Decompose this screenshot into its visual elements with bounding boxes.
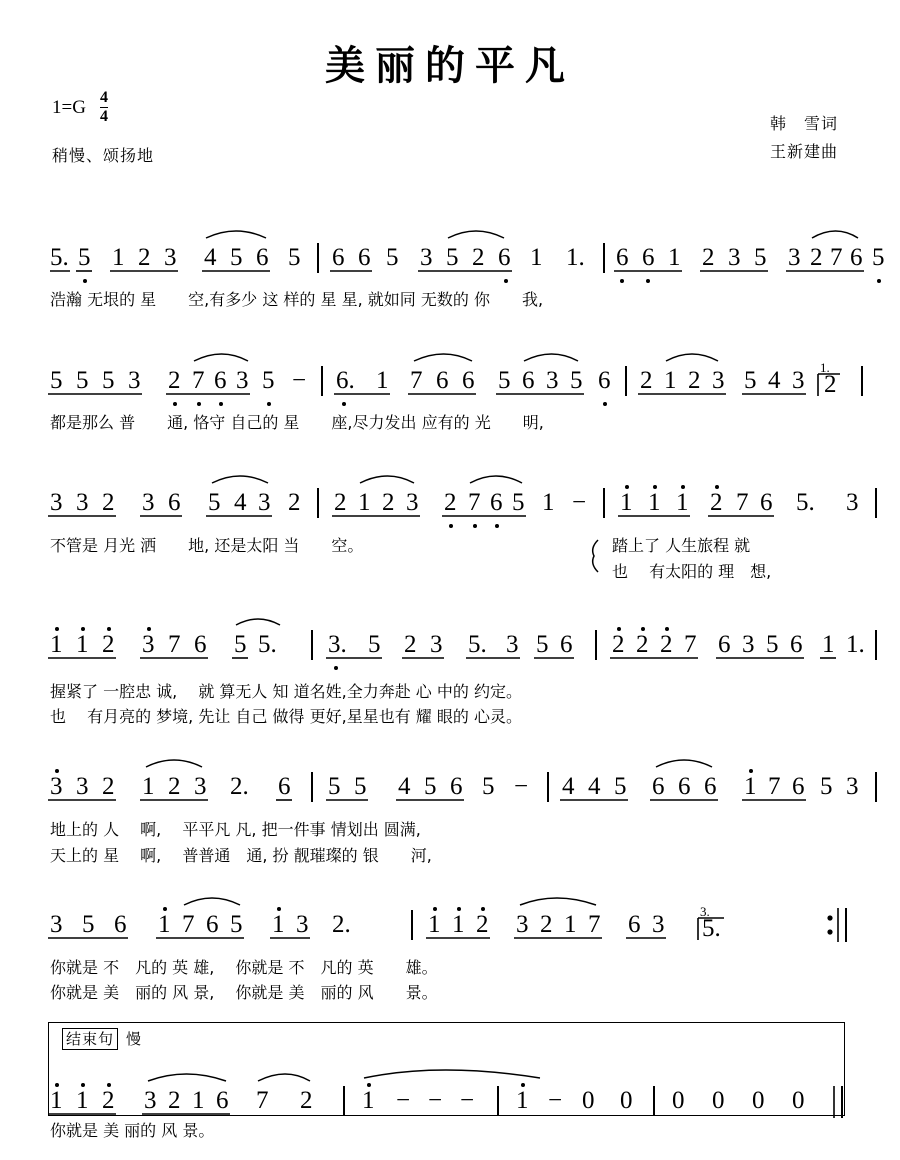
svg-text:6: 6 bbox=[450, 773, 463, 800]
svg-text:5: 5 bbox=[230, 244, 243, 271]
svg-text:2: 2 bbox=[640, 367, 653, 394]
svg-text:5: 5 bbox=[50, 367, 63, 394]
svg-text:0: 0 bbox=[752, 1087, 765, 1114]
svg-text:7: 7 bbox=[736, 489, 749, 516]
svg-text:6: 6 bbox=[216, 1087, 229, 1114]
svg-text:5: 5 bbox=[76, 367, 89, 394]
svg-text:7: 7 bbox=[192, 367, 205, 394]
credits bbox=[770, 110, 838, 166]
svg-text:1: 1 bbox=[822, 631, 835, 658]
svg-text:5: 5 bbox=[328, 773, 341, 800]
lyric-line-3: 不管是 月光 洒 地, 还是太阳 当 空。 bbox=[50, 536, 364, 555]
svg-text:2: 2 bbox=[288, 489, 301, 516]
key-signature bbox=[52, 90, 108, 125]
svg-text:7: 7 bbox=[168, 631, 181, 658]
svg-text:3: 3 bbox=[846, 489, 859, 516]
svg-text:−: − bbox=[428, 1087, 443, 1114]
coda-label-box: 结束句 bbox=[62, 1028, 118, 1050]
svg-text:3: 3 bbox=[258, 489, 271, 516]
svg-text:1: 1 bbox=[50, 631, 63, 658]
svg-text:1: 1 bbox=[564, 911, 577, 938]
lyric-line-4: 握紧了 一腔忠 诚, 就 算无人 知 道名姓,全力奔赴 心 中的 约定。 bbox=[50, 682, 522, 701]
svg-text:5.: 5. bbox=[258, 631, 277, 658]
svg-text:0: 0 bbox=[672, 1087, 685, 1114]
svg-text:1: 1 bbox=[620, 489, 633, 516]
svg-text:2: 2 bbox=[382, 489, 395, 516]
svg-text:6: 6 bbox=[850, 244, 863, 271]
svg-text:5: 5 bbox=[872, 244, 885, 271]
svg-text:2: 2 bbox=[138, 244, 151, 271]
svg-text:3: 3 bbox=[728, 244, 741, 271]
svg-text:2: 2 bbox=[168, 367, 181, 394]
svg-text:2: 2 bbox=[688, 367, 701, 394]
lyric-line-4b: 也 有月亮的 梦境, 先让 自己 做得 更好,星星也有 耀 眼的 心灵。 bbox=[50, 707, 522, 726]
svg-text:1: 1 bbox=[676, 489, 689, 516]
composer-credit: 王新建曲 bbox=[769, 142, 838, 161]
svg-text:1: 1 bbox=[664, 367, 677, 394]
lyric-line-5b: 天上的 星 啊, 普普通 通, 扮 靓璀璨的 银 河, bbox=[50, 846, 432, 865]
svg-text:2: 2 bbox=[476, 911, 489, 938]
lyric-line-6b: 你就是 美 丽的 风 景, 你就是 美 丽的 风 景。 bbox=[50, 983, 438, 1002]
svg-text:0: 0 bbox=[620, 1087, 633, 1114]
svg-text:7: 7 bbox=[468, 489, 481, 516]
svg-text:4: 4 bbox=[204, 244, 217, 271]
svg-text:2: 2 bbox=[168, 773, 181, 800]
time-signature bbox=[100, 90, 108, 125]
system-1 bbox=[50, 231, 885, 283]
lyric-line-3b: 踏上了 人生旅程 就 bbox=[612, 536, 751, 555]
svg-text:3: 3 bbox=[142, 631, 155, 658]
svg-text:6: 6 bbox=[616, 244, 629, 271]
svg-text:6: 6 bbox=[332, 244, 345, 271]
svg-text:2: 2 bbox=[660, 631, 673, 658]
svg-text:5: 5 bbox=[262, 367, 275, 394]
svg-text:5: 5 bbox=[368, 631, 381, 658]
svg-text:6: 6 bbox=[790, 631, 803, 658]
svg-text:6: 6 bbox=[718, 631, 731, 658]
svg-text:2: 2 bbox=[300, 1087, 313, 1114]
lyricist-credit: 韩 雪词 bbox=[769, 114, 838, 133]
svg-text:5: 5 bbox=[744, 367, 757, 394]
svg-text:1: 1 bbox=[142, 773, 155, 800]
svg-text:6: 6 bbox=[490, 489, 503, 516]
svg-text:4: 4 bbox=[588, 773, 601, 800]
svg-text:0: 0 bbox=[712, 1087, 725, 1114]
svg-text:2: 2 bbox=[472, 244, 485, 271]
svg-text:6: 6 bbox=[560, 631, 573, 658]
svg-text:5: 5 bbox=[78, 244, 91, 271]
svg-text:6: 6 bbox=[462, 367, 475, 394]
svg-text:1: 1 bbox=[744, 773, 757, 800]
svg-text:1: 1 bbox=[358, 489, 371, 516]
svg-text:5: 5 bbox=[512, 489, 525, 516]
svg-text:1: 1 bbox=[668, 244, 681, 271]
svg-text:3: 3 bbox=[50, 911, 63, 938]
svg-text:6: 6 bbox=[358, 244, 371, 271]
svg-text:0: 0 bbox=[582, 1087, 595, 1114]
svg-text:−: − bbox=[460, 1087, 475, 1114]
svg-text:5: 5 bbox=[820, 773, 833, 800]
svg-text:5: 5 bbox=[754, 244, 767, 271]
svg-text:−: − bbox=[548, 1087, 563, 1114]
svg-text:6: 6 bbox=[642, 244, 655, 271]
svg-text:5: 5 bbox=[614, 773, 627, 800]
svg-text:5: 5 bbox=[482, 773, 495, 800]
time-signature-numerator: 4 bbox=[99, 89, 108, 106]
svg-text:3: 3 bbox=[50, 489, 63, 516]
svg-text:5: 5 bbox=[288, 244, 301, 271]
svg-text:1: 1 bbox=[542, 489, 555, 516]
svg-text:3: 3 bbox=[144, 1087, 157, 1114]
system-4 bbox=[48, 619, 876, 670]
svg-text:3: 3 bbox=[420, 244, 433, 271]
svg-text:2: 2 bbox=[702, 244, 715, 271]
svg-text:5.: 5. bbox=[468, 631, 487, 658]
system-3 bbox=[48, 476, 876, 572]
svg-text:3: 3 bbox=[76, 773, 89, 800]
svg-text:3.: 3. bbox=[328, 631, 347, 658]
svg-text:6: 6 bbox=[206, 911, 219, 938]
svg-text:3: 3 bbox=[712, 367, 725, 394]
svg-text:2: 2 bbox=[404, 631, 417, 658]
system-6 bbox=[48, 898, 846, 942]
svg-text:6: 6 bbox=[704, 773, 717, 800]
svg-text:6: 6 bbox=[598, 367, 611, 394]
lyric-line-3c: 也 有太阳的 理 想, bbox=[612, 562, 772, 581]
svg-text:3: 3 bbox=[164, 244, 177, 271]
svg-text:3: 3 bbox=[846, 773, 859, 800]
coda-label bbox=[58, 1028, 146, 1049]
svg-text:−: − bbox=[572, 489, 587, 516]
svg-text:2: 2 bbox=[540, 911, 553, 938]
svg-text:3: 3 bbox=[652, 911, 665, 938]
svg-text:6: 6 bbox=[256, 244, 269, 271]
svg-text:6: 6 bbox=[628, 911, 641, 938]
svg-text:5: 5 bbox=[354, 773, 367, 800]
svg-text:7: 7 bbox=[410, 367, 423, 394]
svg-text:6: 6 bbox=[678, 773, 691, 800]
svg-text:0: 0 bbox=[792, 1087, 805, 1114]
svg-text:6: 6 bbox=[652, 773, 665, 800]
svg-text:3: 3 bbox=[76, 489, 89, 516]
lyric-line-coda: 你就是 美 丽的 风 景。 bbox=[50, 1121, 215, 1140]
svg-text:2: 2 bbox=[810, 244, 823, 271]
svg-text:7: 7 bbox=[768, 773, 781, 800]
svg-text:2: 2 bbox=[102, 489, 115, 516]
svg-text:3: 3 bbox=[792, 367, 805, 394]
svg-text:2: 2 bbox=[334, 489, 347, 516]
svg-text:2: 2 bbox=[102, 1087, 115, 1114]
svg-text:4: 4 bbox=[234, 489, 247, 516]
svg-text:1: 1 bbox=[648, 489, 661, 516]
svg-text:5: 5 bbox=[766, 631, 779, 658]
svg-text:2: 2 bbox=[168, 1087, 181, 1114]
svg-text:1: 1 bbox=[428, 911, 441, 938]
svg-text:6: 6 bbox=[194, 631, 207, 658]
svg-text:7: 7 bbox=[182, 911, 195, 938]
svg-text:3: 3 bbox=[128, 367, 141, 394]
svg-text:5: 5 bbox=[234, 631, 247, 658]
svg-text:5: 5 bbox=[82, 911, 95, 938]
page-title: 美丽的平凡 bbox=[325, 43, 575, 89]
svg-text:1.: 1. bbox=[820, 360, 830, 375]
svg-text:2: 2 bbox=[636, 631, 649, 658]
lyric-line-6: 你就是 不 凡的 英 雄, 你就是 不 凡的 英 雄。 bbox=[50, 958, 438, 977]
svg-text:2: 2 bbox=[444, 489, 457, 516]
svg-text:2.: 2. bbox=[332, 911, 351, 938]
svg-text:1: 1 bbox=[112, 244, 125, 271]
lyric-line-1: 浩瀚 无垠的 星 空,有多少 这 样的 星 星, 就如同 无数的 你 我, bbox=[50, 290, 544, 309]
svg-text:3: 3 bbox=[430, 631, 443, 658]
coda-lyric-wrap bbox=[50, 1118, 850, 1141]
svg-text:5.: 5. bbox=[702, 915, 721, 942]
svg-text:5: 5 bbox=[424, 773, 437, 800]
svg-text:3.: 3. bbox=[700, 904, 710, 919]
svg-text:5: 5 bbox=[386, 244, 399, 271]
svg-text:6: 6 bbox=[278, 773, 291, 800]
lyric-line-2: 都是那么 普 通, 恪守 自己的 星 座,尽力发出 应有的 光 明, bbox=[50, 413, 544, 432]
svg-text:5: 5 bbox=[102, 367, 115, 394]
svg-text:5.: 5. bbox=[796, 489, 815, 516]
svg-text:1: 1 bbox=[158, 911, 171, 938]
svg-text:2: 2 bbox=[612, 631, 625, 658]
svg-text:6.: 6. bbox=[336, 367, 355, 394]
svg-text:4: 4 bbox=[562, 773, 575, 800]
svg-text:1: 1 bbox=[192, 1087, 205, 1114]
svg-text:3: 3 bbox=[516, 911, 529, 938]
svg-text:1: 1 bbox=[50, 1087, 63, 1114]
svg-text:6: 6 bbox=[214, 367, 227, 394]
svg-text:3: 3 bbox=[142, 489, 155, 516]
svg-text:2: 2 bbox=[710, 489, 723, 516]
svg-text:5: 5 bbox=[208, 489, 221, 516]
svg-text:4: 4 bbox=[768, 367, 781, 394]
svg-text:7: 7 bbox=[588, 911, 601, 938]
svg-text:2.: 2. bbox=[230, 773, 249, 800]
svg-text:5: 5 bbox=[230, 911, 243, 938]
svg-text:7: 7 bbox=[684, 631, 697, 658]
svg-text:6: 6 bbox=[760, 489, 773, 516]
system-2 bbox=[48, 354, 862, 406]
svg-text:6: 6 bbox=[168, 489, 181, 516]
svg-text:3: 3 bbox=[506, 631, 519, 658]
volta-1 bbox=[818, 360, 840, 396]
svg-text:6: 6 bbox=[498, 244, 511, 271]
svg-text:3: 3 bbox=[296, 911, 309, 938]
svg-text:−: − bbox=[292, 367, 307, 394]
time-signature-denominator: 4 bbox=[99, 108, 108, 125]
svg-text:6: 6 bbox=[522, 367, 535, 394]
svg-text:1: 1 bbox=[272, 911, 285, 938]
svg-text:5.: 5. bbox=[50, 244, 69, 271]
svg-text:3: 3 bbox=[194, 773, 207, 800]
svg-text:3: 3 bbox=[50, 773, 63, 800]
svg-text:1: 1 bbox=[76, 631, 89, 658]
svg-text:5: 5 bbox=[536, 631, 549, 658]
svg-text:5: 5 bbox=[498, 367, 511, 394]
svg-text:6: 6 bbox=[436, 367, 449, 394]
svg-text:1.: 1. bbox=[566, 244, 585, 271]
coda-tempo: 慢 bbox=[126, 1030, 143, 1048]
svg-text:1: 1 bbox=[452, 911, 465, 938]
svg-text:6: 6 bbox=[792, 773, 805, 800]
svg-text:5: 5 bbox=[570, 367, 583, 394]
svg-text:3: 3 bbox=[406, 489, 419, 516]
svg-text:3: 3 bbox=[742, 631, 755, 658]
svg-text:3: 3 bbox=[546, 367, 559, 394]
svg-text:5: 5 bbox=[446, 244, 459, 271]
svg-text:7: 7 bbox=[256, 1087, 269, 1114]
svg-text:7: 7 bbox=[830, 244, 843, 271]
system-5 bbox=[48, 760, 876, 802]
svg-text:−: − bbox=[514, 773, 529, 800]
svg-text:3: 3 bbox=[788, 244, 801, 271]
svg-text:−: − bbox=[396, 1087, 411, 1114]
svg-text:2: 2 bbox=[102, 631, 115, 658]
svg-text:2: 2 bbox=[824, 371, 837, 398]
svg-text:1: 1 bbox=[362, 1087, 375, 1114]
coda-section-box bbox=[48, 1022, 845, 1116]
key-label: 1=G bbox=[52, 96, 86, 118]
svg-text:6: 6 bbox=[114, 911, 127, 938]
tempo-marking: 稍慢、颂扬地 bbox=[52, 146, 155, 165]
svg-text:1: 1 bbox=[516, 1087, 529, 1114]
svg-text:4: 4 bbox=[398, 773, 411, 800]
svg-text:1: 1 bbox=[76, 1087, 89, 1114]
svg-text:3: 3 bbox=[236, 367, 249, 394]
volta-3 bbox=[698, 904, 724, 940]
svg-text:1: 1 bbox=[530, 244, 543, 271]
lyric-line-5: 地上的 人 啊, 平平凡 凡, 把一件事 情划出 圆满, bbox=[50, 820, 421, 839]
repeat-barline bbox=[827, 908, 846, 942]
svg-text:1: 1 bbox=[376, 367, 389, 394]
svg-text:1.: 1. bbox=[846, 631, 865, 658]
svg-text:2: 2 bbox=[102, 773, 115, 800]
